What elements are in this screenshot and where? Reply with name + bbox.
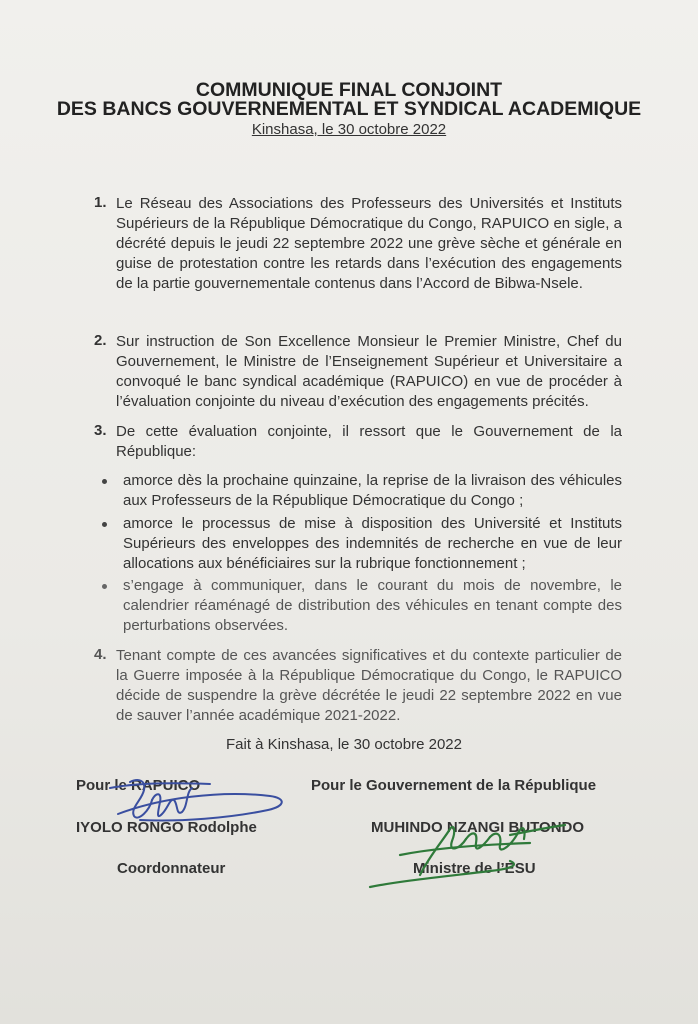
bullet-3-text: s’engage à communiquer, dans le courant du mois de novembre, le calendrier réaménagé de distribution des véhicules en tenant compte des perturbations observées. <box>123 577 622 634</box>
left-signatory-label: Pour le RAPUICO <box>76 777 201 794</box>
bullet-2-text: amorce le processus de mise à disposition des Université et Instituts Supérieurs des enveloppes des indemnités de recherche en vue de leur allocations aux bénéficiaires sur la rubrique fonctionnement ; <box>123 515 622 572</box>
item-2-number: 2. <box>94 332 107 349</box>
item-1-number: 1. <box>94 194 107 211</box>
bullet-dot <box>102 479 107 484</box>
item-3-text: De cette évaluation conjointe, il ressort que le Gouvernement de la République: <box>116 423 622 460</box>
right-signatory-role: Ministre de l’ESU <box>413 860 536 877</box>
left-signature-scribble <box>100 770 290 840</box>
item-1-text: Le Réseau des Associations des Professeurs des Universités et Instituts Supérieurs de la République Démocratique du Congo, RAPUICO en sigle, a décrété depuis le jeudi 22 septembre 2022 une grève sèche et générale en guise de protestation contre les retards dans l’exécution des engagements de la partie gouvernementale contenus dans l’Accord de Bibwa-Nsele. <box>116 195 622 292</box>
item-4-text: Tenant compte de ces avancées significatives et du contexte particulier de la Guerre imposée à la République Démocratique du Congo, le RAPUICO décide de suspendre la grève décrétée le jeudi 22 septembre 2022 en vue de sauver l’année académique 2021-2022. <box>116 647 622 724</box>
right-signatory-label: Pour le Gouvernement de la République <box>311 777 597 794</box>
item-3-number: 3. <box>94 422 107 439</box>
bullet-dot <box>102 522 107 527</box>
item-4-number: 4. <box>94 646 107 663</box>
document-title-line2: DES BANCS GOUVERNEMENTAL ET SYNDICAL ACADEMIQUE <box>56 98 642 120</box>
right-signature-scribble <box>360 815 590 895</box>
left-signatory-role: Coordonnateur <box>117 860 226 877</box>
document-place-date: Kinshasa, le 30 octobre 2022 <box>251 121 447 138</box>
bullet-1-text: amorce dès la prochaine quinzaine, la reprise de la livraison des véhicules aux Professeurs de la République Démocratique du Congo ; <box>123 472 622 509</box>
done-at-line: Fait à Kinshasa, le 30 octobre 2022 <box>226 736 462 753</box>
bullet-dot <box>102 584 107 589</box>
right-signatory-name: MUHINDO NZANGI BUTONDO <box>371 819 585 836</box>
left-signatory-name: IYOLO RONGO Rodolphe <box>76 819 257 836</box>
document-title-line1: COMMUNIQUE FINAL CONJOINT <box>195 79 503 101</box>
item-2-text: Sur instruction de Son Excellence Monsieur le Premier Ministre, Chef du Gouvernement, le Ministre de l’Enseignement Supérieur et Universitaire a convoqué le banc syndical académique (RAPUICO) en vue de procéder à l’évaluation conjointe du niveau d’exécution des engagements précités. <box>116 333 622 410</box>
